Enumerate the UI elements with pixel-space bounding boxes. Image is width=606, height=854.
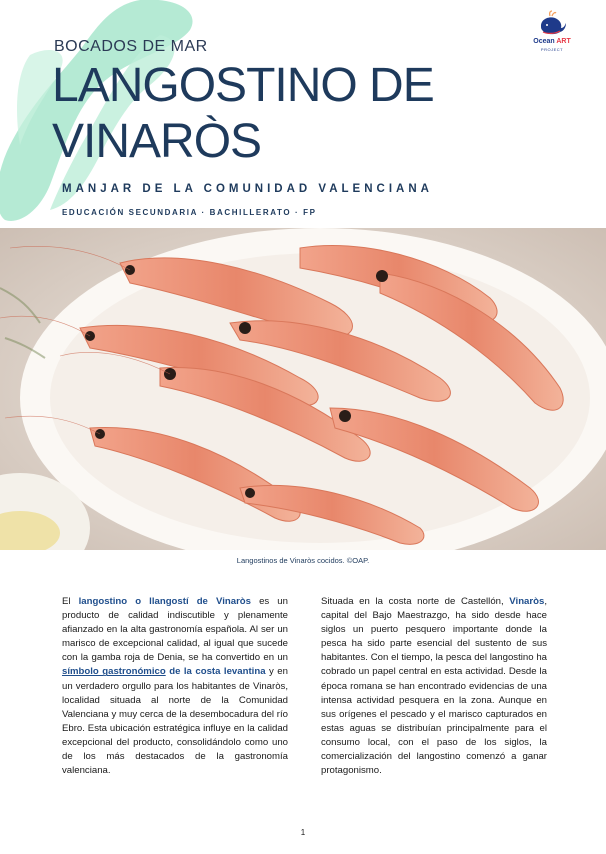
highlight-vinaros: Vinaròs (509, 596, 545, 607)
logo-name: Ocean ART (533, 38, 571, 45)
page-title (52, 58, 434, 170)
highlight-costa: de la costa levantina (169, 666, 266, 678)
education-level: EDUCACIÓN SECUNDARIA · BACHILLERATO · FP (62, 208, 317, 217)
title-line-2: VINARÒS (52, 115, 262, 168)
highlight-simbolo: símbolo gastronómico (62, 666, 166, 678)
page-number: 1 (300, 828, 306, 837)
section-eyebrow: BOCADOS DE MAR (54, 38, 208, 55)
highlight-langostino: langostino o llangostí de Vinaròs (78, 596, 251, 607)
page-subtitle: MANJAR DE LA COMUNIDAD VALENCIANA (62, 183, 433, 195)
prawns-photo (0, 228, 606, 550)
photo-caption: Langostinos de Vinaròs cocidos. ©OAP. (236, 556, 370, 565)
ocean-art-logo (520, 8, 584, 54)
body-column-right: Situada en la costa norte de Castellón, Vinaròs, capital del Bajo Maestrazgo, ha sido desde hace siglos un puerto pesquero importante donde la pesca ha sido parte esencial del sustento de sus habitantes. Con el tiempo, la pesca del langostino ha cobrado un papel central en esta actividad. Desde la época romana se han encontrado evidencias de una intensa actividad pesquera en la zona. Aunque en sus orígenes el pescado y el marisco capturados en estas aguas se distribuían principalmente para el consumo local, con el paso de los siglos, la comercialización del langostino comenzó a ganar protagonismo. (321, 596, 547, 777)
title-line-1: LANGOSTINO DE (52, 59, 434, 112)
logo-subtitle: PROJECT (540, 47, 564, 52)
body-column-left: El langostino o llangostí de Vinaròs es un producto de calidad indiscutible y plenamente afianzado en la alta gastronomía española. Al ser un marisco de excepcional calidad, al igual que sucede con la gamba roja de Denia, se ha convertido en un símbolo gastronómico de la costa levantina y en un verdadero orgullo para los habitantes de Vinaròs, localidad situada al norte de la Comunidad Valenciana y muy cerca de la desembocadura del río Ebro. Esta ubicación estratégica influye en la calidad excepcional del producto, consolidándolo como uno de los más destacados de la gastronomía valenciana. (62, 596, 288, 777)
whale-icon (537, 10, 567, 38)
